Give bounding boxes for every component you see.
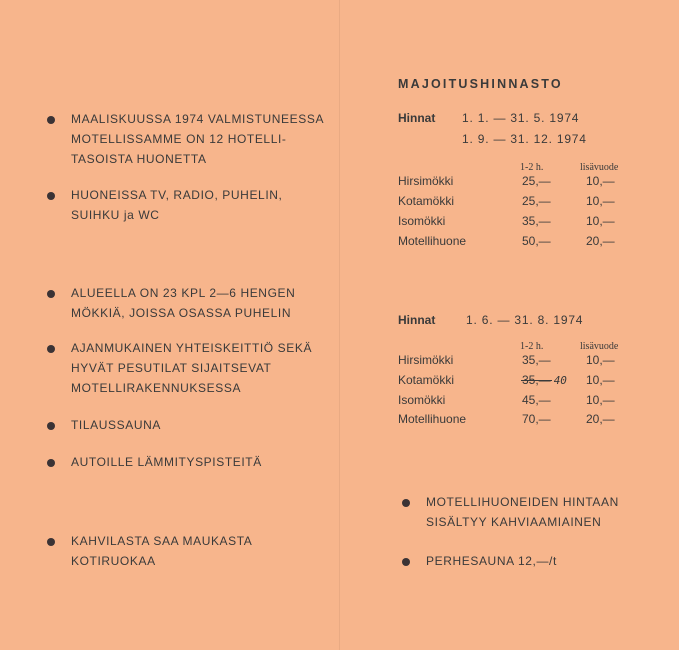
row-price: 70,— <box>522 412 551 426</box>
bullet-line: MÖKKIÄ, JOISSA OSASSA PUHELIN <box>71 306 292 320</box>
row-name: Hirsimökki <box>398 174 454 188</box>
period-line: 1. 1. — 31. 5. 1974 <box>462 111 580 125</box>
row-name: Hirsimökki <box>398 353 454 367</box>
bullet-line: TILAUSSAUNA <box>71 418 161 432</box>
row-extra: 20,— <box>586 412 615 426</box>
fold-line <box>339 0 340 650</box>
bullet-line: AUTOILLE LÄMMITYSPISTEITÄ <box>71 455 262 469</box>
row-price: 25,— <box>522 174 551 188</box>
bullet-line: KAHVILASTA SAA MAUKASTA <box>71 534 253 548</box>
row-price-corrected <box>522 373 567 387</box>
prices-label: Hinnat <box>398 313 436 327</box>
prices-label: Hinnat <box>398 111 436 125</box>
col-header-extra-bed: lisävuode <box>580 162 619 173</box>
bullet-dot <box>47 345 55 353</box>
period-line: 1. 6. — 31. 8. 1974 <box>466 313 584 327</box>
col-header-base: 1-2 h. <box>520 341 544 352</box>
row-extra: 10,— <box>586 194 615 208</box>
page-title: MAJOITUSHINNASTO <box>398 77 563 91</box>
row-price: 45,— <box>522 393 551 407</box>
bullet-line: MOTELLISSAMME ON 12 HOTELLI- <box>71 132 287 146</box>
bullet-line: HUONEISSA TV, RADIO, PUHELIN, <box>71 188 283 202</box>
bullet-dot <box>47 422 55 430</box>
row-name: Motellihuone <box>398 234 467 248</box>
row-extra: 10,— <box>586 393 615 407</box>
row-extra: 20,— <box>586 234 615 248</box>
col-header-base: 1-2 h. <box>520 162 544 173</box>
row-name: Kotamökki <box>398 194 455 208</box>
bullet-line: SUIHKU ja WC <box>71 208 160 222</box>
row-name: Isomökki <box>398 214 446 228</box>
row-price: 50,— <box>522 234 551 248</box>
row-name: Isomökki <box>398 393 446 407</box>
row-price: 35,— <box>522 353 551 367</box>
bullet-dot <box>47 459 55 467</box>
bullet-dot <box>47 192 55 200</box>
bullet-dot <box>47 290 55 298</box>
bullet-dot <box>402 558 410 566</box>
bullet-line: SISÄLTYY KAHVIAAMIAINEN <box>426 515 602 529</box>
row-name: Motellihuone <box>398 412 467 426</box>
bullet-dot <box>47 538 55 546</box>
row-extra: 10,— <box>586 353 615 367</box>
bullet-dot <box>402 499 410 507</box>
handwritten-correction: 40 <box>553 374 567 387</box>
bullet-line: MOTELLIHUONEIDEN HINTAAN <box>426 495 619 509</box>
col-header-extra-bed: lisävuode <box>580 341 619 352</box>
bullet-line: AJANMUKAINEN YHTEISKEITTIÖ SEKÄ <box>71 341 313 355</box>
bullet-dot <box>47 116 55 124</box>
row-name: Kotamökki <box>398 373 455 387</box>
struck-price: 35,— <box>522 373 551 387</box>
row-price: 35,— <box>522 214 551 228</box>
bullet-line: MAALISKUUSSA 1974 VALMISTUNEESSA <box>71 112 325 126</box>
bullet-line: PERHESAUNA 12,—/t <box>426 554 557 568</box>
bullet-line: TASOISTA HUONETTA <box>71 152 207 166</box>
bullet-line: HYVÄT PESUTILAT SIJAITSEVAT <box>71 361 272 375</box>
bullet-line: MOTELLIRAKENNUKSESSA <box>71 381 242 395</box>
bullet-line: ALUEELLA ON 23 KPL 2—6 HENGEN <box>71 286 296 300</box>
bullet-line: KOTIRUOKAA <box>71 554 156 568</box>
period-line: 1. 9. — 31. 12. 1974 <box>462 132 587 146</box>
row-extra: 10,— <box>586 214 615 228</box>
row-extra: 10,— <box>586 174 615 188</box>
row-extra: 10,— <box>586 373 615 387</box>
row-price: 25,— <box>522 194 551 208</box>
